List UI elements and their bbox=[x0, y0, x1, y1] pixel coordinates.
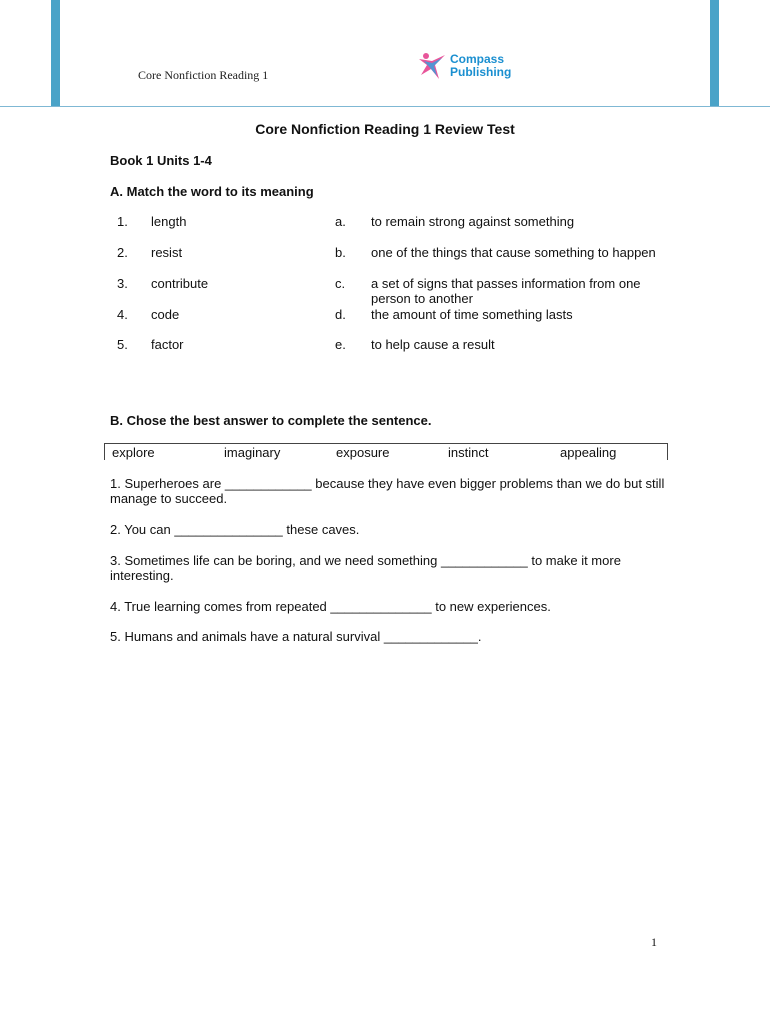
definition-letter: a. bbox=[335, 214, 346, 229]
word-bank-item: imaginary bbox=[224, 445, 281, 460]
item-number: 3. bbox=[117, 276, 128, 291]
section-b-heading: B. Chose the best answer to complete the sentence. bbox=[110, 413, 432, 428]
header-divider bbox=[0, 106, 770, 107]
page-title: Core Nonfiction Reading 1 Review Test bbox=[255, 121, 515, 137]
word-bank-item: exposure bbox=[336, 445, 390, 460]
match-word: contribute bbox=[151, 276, 209, 291]
item-number: 2. bbox=[117, 245, 128, 260]
definition-text: one of the things that cause something to happen bbox=[371, 245, 656, 260]
left-header-bar bbox=[51, 0, 60, 107]
running-title: Core Nonfiction Reading 1 bbox=[138, 68, 269, 82]
item-number: 4. bbox=[117, 307, 128, 322]
sentence-item: 3. Sometimes life can be boring, and we need something ____________ to make it more interesting. bbox=[110, 553, 621, 583]
definition-letter: c. bbox=[335, 276, 346, 291]
compass-publishing-logo bbox=[416, 50, 526, 84]
match-word: length bbox=[151, 214, 187, 229]
match-word: code bbox=[151, 307, 180, 322]
sentence-item: 5. Humans and animals have a natural survival _____________. bbox=[110, 629, 482, 644]
match-word: factor bbox=[151, 337, 184, 352]
logo-text bbox=[450, 53, 511, 79]
page-number: 1 bbox=[651, 935, 657, 949]
match-word: resist bbox=[151, 245, 183, 260]
definition-text: a set of signs that passes information from one person to another bbox=[371, 276, 641, 306]
item-number: 1. bbox=[117, 214, 128, 229]
definition-text: to remain strong against something bbox=[371, 214, 575, 229]
book-units-heading: Book 1 Units 1-4 bbox=[110, 153, 212, 168]
word-bank-item: instinct bbox=[448, 445, 489, 460]
sentence-item: 1. Superheroes are ____________ because they have even bigger problems than we do but still manage to succeed. bbox=[110, 476, 665, 506]
sentence-item: 2. You can _______________ these caves. bbox=[110, 522, 360, 537]
definition-text: the amount of time something lasts bbox=[371, 307, 573, 322]
definition-letter: e. bbox=[335, 337, 346, 352]
section-a-heading: A. Match the word to its meaning bbox=[110, 184, 314, 199]
logo-line-2: Publishing bbox=[450, 65, 512, 79]
sentence-item: 4. True learning comes from repeated ______________ to new experiences. bbox=[110, 599, 551, 614]
right-header-bar bbox=[710, 0, 719, 107]
logo-line-1: Compass bbox=[450, 52, 505, 66]
star-figure-icon bbox=[416, 50, 448, 82]
word-bank-item: appealing bbox=[560, 445, 617, 460]
definition-letter: d. bbox=[335, 307, 346, 322]
word-bank-item: explore bbox=[112, 445, 155, 460]
definition-text: to help cause a result bbox=[371, 337, 495, 352]
definition-letter: b. bbox=[335, 245, 346, 260]
word-bank bbox=[104, 443, 668, 460]
item-number: 5. bbox=[117, 337, 128, 352]
